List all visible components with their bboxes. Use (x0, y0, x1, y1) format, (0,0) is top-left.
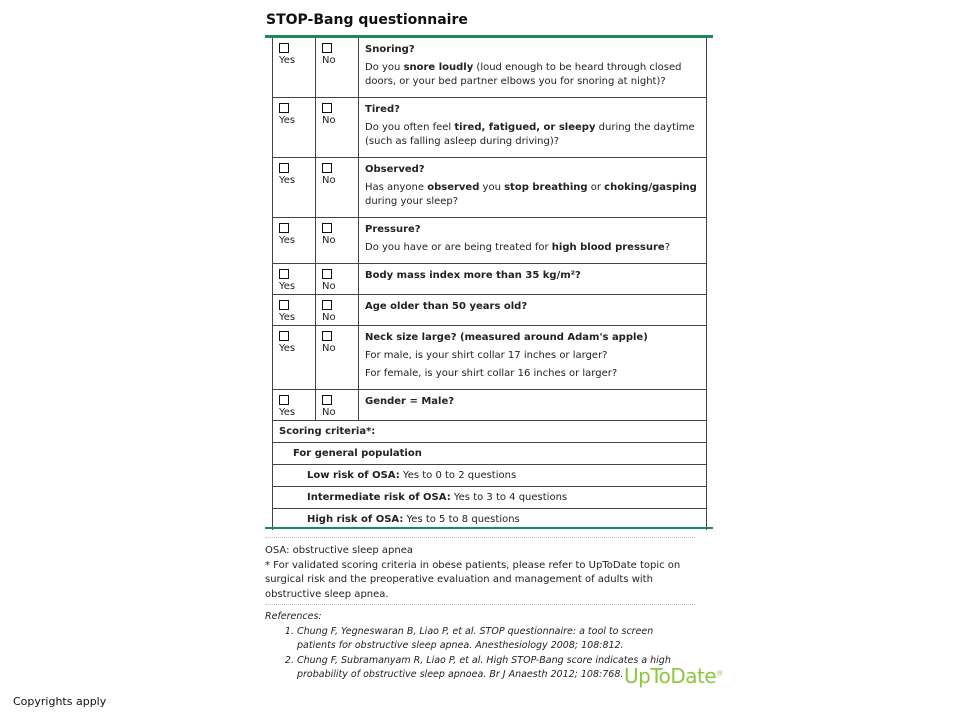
question-row (273, 98, 706, 158)
no-label: No (322, 115, 336, 126)
text-segment: you (479, 182, 505, 193)
checkbox-icon[interactable] (322, 395, 332, 405)
question-cell (359, 38, 706, 97)
question-row (273, 38, 706, 98)
question-heading: Pressure? (365, 224, 421, 235)
checkbox-icon[interactable] (279, 300, 289, 310)
yes-label: Yes (279, 235, 296, 246)
question-row (273, 218, 706, 264)
question-text (365, 241, 700, 255)
risk-level-row (273, 465, 706, 487)
no-label: No (322, 175, 336, 186)
checkbox-icon[interactable] (322, 269, 332, 279)
question-heading: Snoring? (365, 44, 415, 55)
question-text (365, 349, 700, 363)
emphasis-text: choking/gasping (604, 182, 697, 193)
risk-label: Low risk of OSA: (307, 470, 400, 481)
yes-label: Yes (279, 312, 296, 323)
no-cell[interactable] (316, 98, 359, 157)
yes-cell[interactable] (273, 295, 316, 325)
question-cell (359, 295, 706, 325)
no-cell[interactable] (316, 264, 359, 294)
questionnaire-table (272, 38, 707, 530)
question-text (365, 181, 700, 209)
checkbox-icon[interactable] (279, 395, 289, 405)
no-label: No (322, 343, 336, 354)
checkbox-icon[interactable] (279, 43, 289, 53)
checkbox-icon[interactable] (322, 43, 332, 53)
question-row (273, 264, 706, 295)
no-label: No (322, 55, 336, 66)
checkbox-icon[interactable] (322, 331, 332, 341)
checkbox-icon[interactable] (322, 300, 332, 310)
footnotes (265, 537, 695, 602)
emphasis-text: stop breathing (504, 182, 588, 193)
yes-label: Yes (279, 407, 296, 418)
question-cell (359, 158, 706, 217)
question-row (273, 390, 706, 421)
checkbox-icon[interactable] (279, 103, 289, 113)
references-title: References: (265, 611, 322, 622)
no-cell[interactable] (316, 158, 359, 217)
text-segment: Do you (365, 62, 404, 73)
no-cell[interactable] (316, 218, 359, 263)
question-text (365, 121, 700, 149)
no-label: No (322, 407, 336, 418)
text-segment: (loud enough to be heard through closed doors, or your bed partner elbows you for snoring at night)? (365, 62, 682, 87)
page-title: STOP-Bang questionnaire (266, 12, 468, 28)
yes-cell[interactable] (273, 158, 316, 217)
question-heading: Observed? (365, 164, 425, 175)
question-cell (359, 264, 706, 294)
text-segment: during the daytime (such as falling asleep during driving)? (365, 122, 695, 147)
no-label: No (322, 312, 336, 323)
no-cell[interactable] (316, 38, 359, 97)
checkbox-icon[interactable] (279, 331, 289, 341)
question-cell (359, 326, 706, 389)
yes-cell[interactable] (273, 38, 316, 97)
risk-label: Intermediate risk of OSA: (307, 492, 451, 503)
text-segment: Do you have or are being treated for (365, 242, 552, 253)
scoring-note: * For validated scoring criteria in obese patients, please refer to UpToDate topic on surgical risk and the preoperative evaluation and management of adults with obstructive sleep apnea. (265, 559, 681, 600)
question-text (365, 61, 700, 89)
no-label: No (322, 235, 336, 246)
yes-label: Yes (279, 175, 296, 186)
question-heading: Body mass index more than 35 kg/m²? (365, 270, 581, 281)
checkbox-icon[interactable] (279, 163, 289, 173)
scoring-title: Scoring criteria*: (273, 421, 706, 443)
risk-level-row (273, 487, 706, 509)
checkbox-icon[interactable] (322, 223, 332, 233)
bottom-rule (265, 527, 713, 529)
yes-cell[interactable] (273, 98, 316, 157)
text-segment: Has anyone (365, 182, 428, 193)
question-row (273, 295, 706, 326)
text-segment: For male, is your shirt collar 17 inches or larger? (365, 350, 608, 361)
question-heading: Neck size large? (measured around Adam's apple) (365, 332, 648, 343)
question-cell (359, 98, 706, 157)
uptodate-logo (624, 664, 723, 688)
checkbox-icon[interactable] (322, 163, 332, 173)
yes-cell[interactable] (273, 390, 316, 420)
text-segment: Do you often feel (365, 122, 455, 133)
no-cell[interactable] (316, 390, 359, 420)
question-heading: Tired? (365, 104, 400, 115)
reference-item: 1. Chung F, Yegneswaran B, Liao P, et al. STOP questionnaire: a tool to screen patients for obstructive sleep apnea. Anesthesiology 2008; 108:812. (297, 625, 695, 654)
question-cell (359, 390, 706, 420)
yes-cell[interactable] (273, 326, 316, 389)
no-cell[interactable] (316, 295, 359, 325)
question-heading: Gender = Male? (365, 396, 455, 407)
question-text (365, 367, 700, 381)
no-cell[interactable] (316, 326, 359, 389)
scoring-population: For general population (273, 443, 706, 465)
yes-label: Yes (279, 343, 296, 354)
question-heading: Age older than 50 years old? (365, 301, 528, 312)
no-label: No (322, 281, 336, 292)
risk-criteria: Yes to 3 to 4 questions (450, 492, 568, 503)
text-segment: during your sleep? (365, 196, 459, 207)
checkbox-icon[interactable] (279, 269, 289, 279)
question-cell (359, 218, 706, 263)
registered-mark: ® (716, 669, 723, 678)
risk-criteria: Yes to 0 to 2 questions (399, 470, 517, 481)
reference-item: 2. Chung F, Subramanyam R, Liao P, et al. High STOP-Bang score indicates a high probability of obstructive sleep apnoea. Br J Anaesth 2012; 108:768. (297, 654, 695, 683)
emphasis-text: snore loudly (403, 62, 474, 73)
logo-text: UpToDate (624, 664, 717, 688)
text-segment: or (587, 182, 605, 193)
yes-cell[interactable] (273, 218, 316, 263)
yes-label: Yes (279, 115, 296, 126)
risk-label: High risk of OSA: (307, 514, 404, 525)
text-segment: For female, is your shirt collar 16 inches or larger? (365, 368, 618, 379)
copyright-notice: Copyrights apply (13, 695, 107, 708)
emphasis-text: tired, fatigued, or sleepy (454, 122, 596, 133)
yes-label: Yes (279, 281, 296, 292)
checkbox-icon[interactable] (322, 103, 332, 113)
emphasis-text: high blood pressure (551, 242, 665, 253)
checkbox-icon[interactable] (279, 223, 289, 233)
yes-label: Yes (279, 55, 296, 66)
question-row (273, 158, 706, 218)
question-row (273, 326, 706, 390)
text-segment: ? (664, 242, 670, 253)
abbreviation-note: OSA: obstructive sleep apnea (265, 545, 414, 556)
risk-criteria: Yes to 5 to 8 questions (403, 514, 520, 525)
yes-cell[interactable] (273, 264, 316, 294)
emphasis-text: observed (427, 182, 480, 193)
